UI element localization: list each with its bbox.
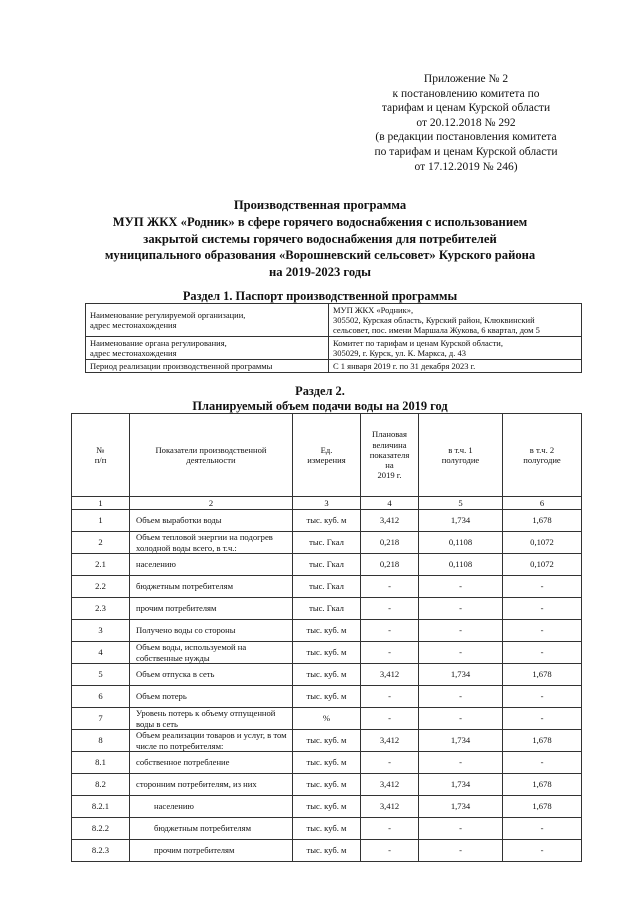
row-unit: тыс. Гкал (293, 598, 361, 620)
column-header: в т.ч. 1 полугодие (419, 414, 503, 497)
column-header: в т.ч. 2 полугодие (503, 414, 582, 497)
row-number: 2.1 (72, 554, 130, 576)
row-plan-value: - (361, 840, 419, 862)
row-unit: % (293, 708, 361, 730)
row-h1-value: 1,734 (419, 510, 503, 532)
table-row (72, 510, 582, 532)
table-body (72, 510, 582, 862)
row-indicator: Получено воды со стороны (130, 620, 293, 642)
table-row (72, 708, 582, 730)
row-h2-value: - (503, 642, 582, 664)
table-row (72, 752, 582, 774)
column-number: 5 (419, 497, 503, 510)
title-line: муниципального образования «Ворошневский сельсовет» Курского района (104, 248, 536, 263)
row-number: 2.2 (72, 576, 130, 598)
row-number: 1 (72, 510, 130, 532)
table-row (72, 532, 582, 554)
passport-value: С 1 января 2019 г. по 31 декабря 2023 г. (329, 360, 582, 373)
row-plan-value: 3,412 (361, 730, 419, 752)
row-plan-value: 3,412 (361, 774, 419, 796)
row-h1-value: - (419, 576, 503, 598)
table-row (86, 337, 582, 360)
appendix-line: от 17.12.2019 № 246) (414, 160, 518, 173)
row-indicator: Объем реализации товаров и услуг, в том числе по потребителям: (130, 730, 293, 752)
row-indicator: Объем выработки воды (130, 510, 293, 532)
row-h1-value: - (419, 620, 503, 642)
section2-subheading: Планируемый объем подачи воды на 2019 год (192, 399, 448, 413)
column-number: 1 (72, 497, 130, 510)
row-unit: тыс. куб. м (293, 620, 361, 642)
table-header-row (72, 414, 582, 497)
table-row (72, 840, 582, 862)
table-row (72, 554, 582, 576)
table-row (72, 642, 582, 664)
row-h2-value: 1,678 (503, 730, 582, 752)
row-plan-value: 3,412 (361, 664, 419, 686)
appendix-line: (в редакции постановления комитета (375, 131, 557, 144)
row-h2-value: - (503, 818, 582, 840)
appendix-line: к постановлению комитета по (392, 87, 540, 100)
row-indicator: населению (130, 554, 293, 576)
row-indicator: собственное потребление (130, 752, 293, 774)
passport-label: Наименование органа регулирования, адрес местонахождения (86, 337, 329, 360)
column-number: 4 (361, 497, 419, 510)
row-indicator: Объем тепловой энергии на подогрев холодной воды всего, в т.ч.: (130, 532, 293, 554)
appendix-line: тарифам и ценам Курской области (381, 102, 551, 115)
row-h2-value: - (503, 620, 582, 642)
row-h2-value: - (503, 686, 582, 708)
row-h1-value: - (419, 598, 503, 620)
water-volume-table (71, 413, 582, 862)
row-number: 8.2.2 (72, 818, 130, 840)
appendix-line: по тарифам и ценам Курской области (374, 145, 558, 158)
table-row (72, 818, 582, 840)
row-plan-value: - (361, 686, 419, 708)
row-unit: тыс. куб. м (293, 752, 361, 774)
row-unit: тыс. куб. м (293, 642, 361, 664)
row-number: 8.2 (72, 774, 130, 796)
row-plan-value: - (361, 752, 419, 774)
table-row (72, 774, 582, 796)
row-number: 4 (72, 642, 130, 664)
section1-heading: Раздел 1. Паспорт производственной программы (182, 289, 458, 303)
row-plan-value: 3,412 (361, 510, 419, 532)
column-header: Ед. измерения (293, 414, 361, 497)
column-number-row (72, 497, 582, 510)
row-unit: тыс. куб. м (293, 664, 361, 686)
table-row (72, 686, 582, 708)
section2-heading: Раздел 2. (295, 384, 345, 398)
row-indicator: прочим потребителям (130, 840, 293, 862)
title-line: Производственная программа (233, 198, 407, 212)
row-h1-value: 1,734 (419, 730, 503, 752)
row-h2-value: - (503, 576, 582, 598)
title-line: на 2019-2023 годы (269, 265, 371, 280)
row-number: 2.3 (72, 598, 130, 620)
row-h1-value: 1,734 (419, 664, 503, 686)
row-plan-value: 0,218 (361, 554, 419, 576)
row-number: 8.2.1 (72, 796, 130, 818)
row-h2-value: - (503, 840, 582, 862)
row-h2-value: - (503, 708, 582, 730)
passport-value: МУП ЖКХ «Родник», 305502, Курская область, Курский район, Клюквинский сельсовет, пос. имени Маршала Жукова, 6 квартал, дом 5 (329, 304, 582, 337)
row-plan-value: - (361, 818, 419, 840)
row-number: 8.1 (72, 752, 130, 774)
row-unit: тыс. куб. м (293, 796, 361, 818)
row-h2-value: - (503, 598, 582, 620)
row-unit: тыс. куб. м (293, 840, 361, 862)
row-number: 7 (72, 708, 130, 730)
document-title (70, 197, 570, 281)
row-h2-value: 0,1072 (503, 554, 582, 576)
title-line: МУП ЖКХ «Родник» в сфере горячего водоснабжения с использованием (112, 214, 528, 229)
row-unit: тыс. Гкал (293, 554, 361, 576)
row-h1-value: - (419, 642, 503, 664)
row-plan-value: 0,218 (361, 532, 419, 554)
appendix-block (352, 72, 580, 174)
row-h2-value: 1,678 (503, 774, 582, 796)
column-header: Плановая величина показателя на 2019 г. (361, 414, 419, 497)
row-h2-value: 1,678 (503, 510, 582, 532)
row-h2-value: 1,678 (503, 664, 582, 686)
passport-label: Период реализации производственной программы (86, 360, 329, 373)
column-header: Показатели производственной деятельности (130, 414, 293, 497)
row-h2-value: 1,678 (503, 796, 582, 818)
row-indicator: бюджетным потребителям (130, 576, 293, 598)
row-h1-value: - (419, 708, 503, 730)
row-plan-value: - (361, 598, 419, 620)
row-plan-value: - (361, 708, 419, 730)
row-h1-value: 1,734 (419, 796, 503, 818)
row-unit: тыс. куб. м (293, 730, 361, 752)
row-indicator: Объем отпуска в сеть (130, 664, 293, 686)
appendix-line: Приложение № 2 (423, 73, 509, 85)
passport-value: Комитет по тарифам и ценам Курской области, 305029, г. Курск, ул. К. Маркса, д. 43 (329, 337, 582, 360)
row-unit: тыс. Гкал (293, 532, 361, 554)
row-unit: тыс. куб. м (293, 686, 361, 708)
table-row (86, 304, 582, 337)
row-indicator: прочим потребителям (130, 598, 293, 620)
row-number: 5 (72, 664, 130, 686)
table-row (72, 664, 582, 686)
appendix-line: от 20.12.2018 № 292 (416, 116, 516, 129)
passport-table (85, 303, 582, 373)
row-number: 3 (72, 620, 130, 642)
row-h2-value: - (503, 752, 582, 774)
row-indicator: сторонним потребителям, из них (130, 774, 293, 796)
table-row (72, 598, 582, 620)
row-unit: тыс. куб. м (293, 510, 361, 532)
row-h1-value: - (419, 752, 503, 774)
row-number: 8 (72, 730, 130, 752)
table-row (72, 730, 582, 752)
row-indicator: Уровень потерь к объему отпущенной воды в сеть (130, 708, 293, 730)
table-row (72, 620, 582, 642)
row-number: 6 (72, 686, 130, 708)
table-row (72, 576, 582, 598)
row-h1-value: - (419, 818, 503, 840)
title-line: закрытой системы горячего водоснабжения для потребителей (143, 231, 497, 246)
row-h1-value: 0,1108 (419, 532, 503, 554)
row-plan-value: - (361, 576, 419, 598)
table-row (86, 360, 582, 373)
row-h1-value: - (419, 686, 503, 708)
row-number: 8.2.3 (72, 840, 130, 862)
row-plan-value: - (361, 620, 419, 642)
row-h1-value: 0,1108 (419, 554, 503, 576)
row-unit: тыс. куб. м (293, 818, 361, 840)
row-number: 2 (72, 532, 130, 554)
row-indicator: бюджетным потребителям (130, 818, 293, 840)
column-header: № п/п (72, 414, 130, 497)
row-plan-value: - (361, 642, 419, 664)
passport-label: Наименование регулируемой организации, адрес местонахождения (86, 304, 329, 337)
column-number: 6 (503, 497, 582, 510)
row-indicator: Объем воды, используемой на собственные нужды (130, 642, 293, 664)
row-unit: тыс. куб. м (293, 774, 361, 796)
row-plan-value: 3,412 (361, 796, 419, 818)
column-number: 2 (130, 497, 293, 510)
table-row (72, 796, 582, 818)
row-indicator: населению (130, 796, 293, 818)
row-unit: тыс. Гкал (293, 576, 361, 598)
row-h2-value: 0,1072 (503, 532, 582, 554)
row-h1-value: - (419, 840, 503, 862)
row-h1-value: 1,734 (419, 774, 503, 796)
column-number: 3 (293, 497, 361, 510)
row-indicator: Объем потерь (130, 686, 293, 708)
